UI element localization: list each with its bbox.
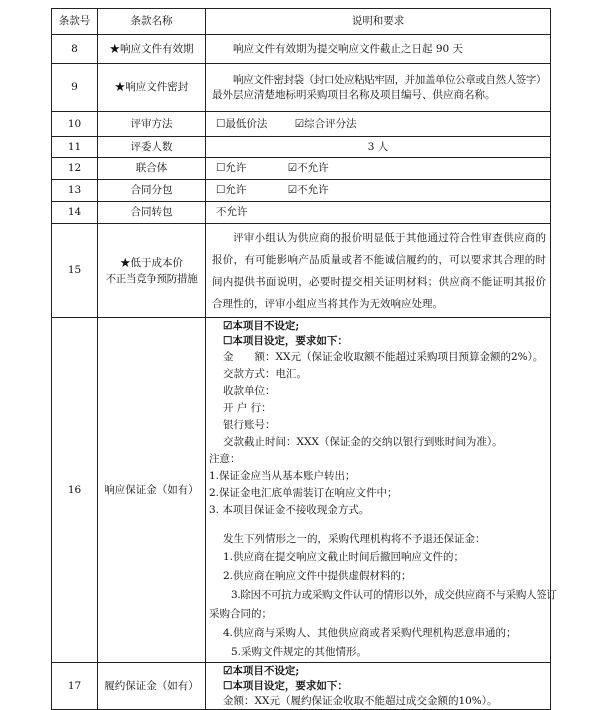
clause-description: 响应文件有效期为提交响应文件截止之日起 90 天 [206,35,551,64]
clause-number: 16 [52,318,98,663]
performance-deposit-amount: 金额：XX元（履约保证金收取不能超过成交金额的10%）。 [223,695,498,707]
description-text: 不允许 [216,206,248,218]
clause-name [98,224,206,318]
table-row [52,112,551,137]
clause-number: 11 [52,137,98,158]
clause-description [206,112,551,137]
clause-name: 评审方法 [98,112,206,137]
clause-number: 10 [52,112,98,137]
clause-name: ★响应文件密封 [98,64,206,112]
header-clause-number: 条款号 [52,9,98,35]
table-row [52,663,551,710]
note-item: 2.保证金电汇底单需装订在响应文件中； [209,487,398,499]
clause-number: 15 [52,224,98,318]
clause-description [206,318,557,663]
table-row [52,64,551,112]
table-header-row [52,9,551,35]
note-item: 1.保证金应当从基本账户转出； [209,470,356,482]
table-row [52,224,551,318]
forfeit-item: 5.采购文件规定的其他情形。 [231,646,368,658]
option-disallow[interactable]: ☑不允许 [287,184,329,196]
note-label: 注意： [209,453,241,465]
requirements-table [51,8,557,710]
header-clause-name: 条款名称 [98,9,206,35]
option-allow[interactable]: ☐允许 [216,184,247,196]
header-description: 说明和要求 [206,9,551,35]
table-row [52,137,551,158]
forfeit-item: 4.供应商与采购人、其他供应商或者采购代理机构恶意串通的； [223,627,517,639]
clause-description [206,180,551,202]
clause-number: 13 [52,180,98,202]
clause-number: 8 [52,35,98,64]
description-line: 响应文件密封袋（封口处应粘贴牢固，并加盖单位公章或自然人签字） [233,73,547,86]
option-not-set[interactable]: ☑本项目不设定; [223,320,300,332]
table-row [52,35,551,64]
clause-name: ★响应文件有效期 [98,35,206,64]
clause-name: 评委人数 [98,137,206,158]
clause-description [206,202,551,224]
clause-number: 9 [52,64,98,112]
deposit-amount: 金 额：XX元（保证金收取额不能超过采购项目预算金额的2%）。 [223,351,544,363]
clause-name: 履约保证金（如有） [98,663,206,710]
clause-name-line: ★低于成本价 [120,256,183,269]
clause-description [206,64,551,112]
table-row [52,180,551,202]
option-lowest-price[interactable]: ☐最低价法 [216,117,268,130]
clause-description [206,663,551,710]
clause-number: 12 [52,158,98,180]
clause-description: 3 人 [206,137,551,158]
clause-description [206,158,551,180]
note-item: 3. 本项目保证金不接收现金方式。 [209,504,370,516]
forfeit-item: 2.供应商在响应文件中提供虚假材料的； [223,570,412,582]
description-line: 最外层应清楚地标明采购项目名称及项目编号、供应商名称。 [212,88,496,101]
clause-number: 14 [52,202,98,224]
forfeit-item: 1.供应商在提交响应文截止时间后撤回响应文件的； [223,551,465,563]
option-set[interactable]: ☐本项目设定，要求如下： [223,680,348,692]
option-comprehensive-score[interactable]: ☑综合评分法 [294,117,357,130]
clause-number: 17 [52,663,98,710]
clause-name: 合同分包 [98,180,206,202]
clause-name: 合同转包 [98,202,206,224]
payee: 收款单位： [223,385,276,397]
account-number: 银行账号： [223,419,276,431]
table-row [52,318,551,663]
option-not-set[interactable]: ☑本项目不设定; [223,665,300,677]
option-allow[interactable]: ☐允许 [216,162,247,174]
clause-name: 响应保证金（如有） [98,318,206,663]
clause-description: 评审小组认为供应商的报价明显低于其他通过符合性审查供应商的报价，有可能影响产品质量或者不能诚信履约的，可以要求其合理的时间内提供书面说明，必要时提交相关证明材料；供应商不能证明其报价合理性的，评审小组应当将其作为无效响应处理。 [206,224,551,318]
forfeit-item-continued: 采购合同的； [209,608,272,620]
forfeit-item: 3.除因不可抗力或采购文件认可的情形以外，成交供应商不与采购人签订 [231,589,557,601]
clause-name-line: 不正当竞争预防措施 [105,272,198,285]
payment-method: 交款方式：电汇。 [223,368,307,380]
deadline: 交款截止时间：XXX（保证金的交纳以银行到账时间为准）。 [223,436,503,448]
option-set[interactable]: ☐本项目设定，要求如下： [223,335,348,347]
table-row [52,202,551,224]
bank: 开 户 行： [223,402,272,414]
table-row [52,158,551,180]
forfeit-intro: 发生下列情形之一的，采购代理机构将不予退还保证金： [223,533,486,545]
clause-name: 联合体 [98,158,206,180]
option-disallow[interactable]: ☑不允许 [287,162,329,174]
